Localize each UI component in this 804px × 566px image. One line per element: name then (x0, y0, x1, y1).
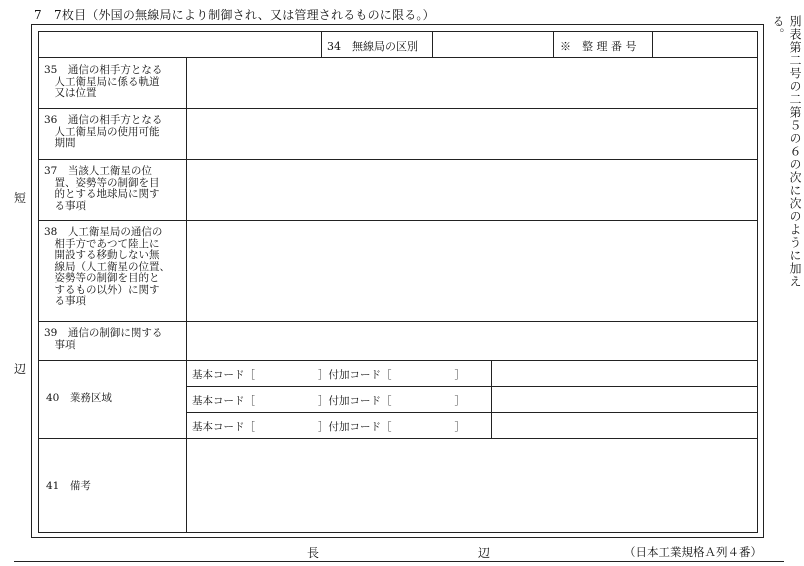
control-earth-station-field[interactable] (192, 166, 752, 216)
column-divider (186, 57, 187, 533)
station-class-label: 34 無線局の区別 (327, 40, 418, 53)
long-side-mark: 長 (307, 546, 320, 560)
row-divider (38, 57, 758, 58)
fixed-land-station-field[interactable] (192, 227, 752, 317)
column-divider (321, 31, 322, 57)
communication-control-label: 39 通信の制御に関する 事項 (44, 327, 163, 351)
amendment-note: 別表第二号の二第５の６の次に次のように加える。 (771, 15, 802, 288)
remarks-label: 41 備考 (46, 480, 91, 492)
row-divider (38, 438, 758, 439)
service-area-code-line[interactable]: 基本コード［ ］付加コード［ ］ (192, 395, 465, 407)
row-divider (38, 220, 758, 221)
row-divider (38, 321, 758, 322)
communication-control-field[interactable] (192, 328, 752, 356)
serial-number-label: ※ 整 理 番 号 (560, 40, 637, 53)
long-side-mark: 辺 (478, 546, 491, 560)
bottom-rule (14, 561, 784, 562)
service-area-label: 40 業務区域 (46, 392, 112, 404)
service-area-code-line[interactable]: 基本コード［ ］付加コード［ ］ (192, 369, 465, 381)
column-divider (491, 360, 492, 438)
short-side-mark: 辺 (14, 362, 27, 376)
row-divider (186, 412, 758, 413)
control-earth-station-label: 37 当該人工衛星の位 置、姿勢等の制御を目 的とする地球局に関す る事項 (44, 165, 160, 212)
orbit-position-field[interactable] (192, 64, 752, 104)
form-page-title: 7 7枚目（外国の無線局により制御され、又は管理されるものに限る。） (34, 8, 435, 22)
usable-period-field[interactable] (192, 115, 752, 155)
service-area-code-line[interactable]: 基本コード［ ］付加コード［ ］ (192, 421, 465, 433)
row-divider (38, 159, 758, 160)
row-divider (186, 386, 758, 387)
remarks-field[interactable] (192, 445, 752, 529)
row-divider (38, 108, 758, 109)
paper-standard-note: （日本工業規格Ａ列４番） (624, 545, 762, 559)
column-divider (652, 31, 653, 57)
row-divider (38, 360, 758, 361)
fixed-land-station-label: 38 人工衛星局の通信の 相手方であつて陸上に 開設する移動しない無 線局（人工衛星の位置、 姿勢等の制御を目的と するもの以外）に関す る事項 (44, 226, 170, 307)
column-divider (553, 31, 554, 57)
short-side-mark: 短 (14, 191, 27, 205)
column-divider (432, 31, 433, 57)
orbit-position-label: 35 通信の相手方となる 人工衛星局に係る軌道 又は位置 (44, 64, 163, 99)
usable-period-label: 36 通信の相手方となる 人工衛星局の使用可能 期間 (44, 114, 163, 149)
